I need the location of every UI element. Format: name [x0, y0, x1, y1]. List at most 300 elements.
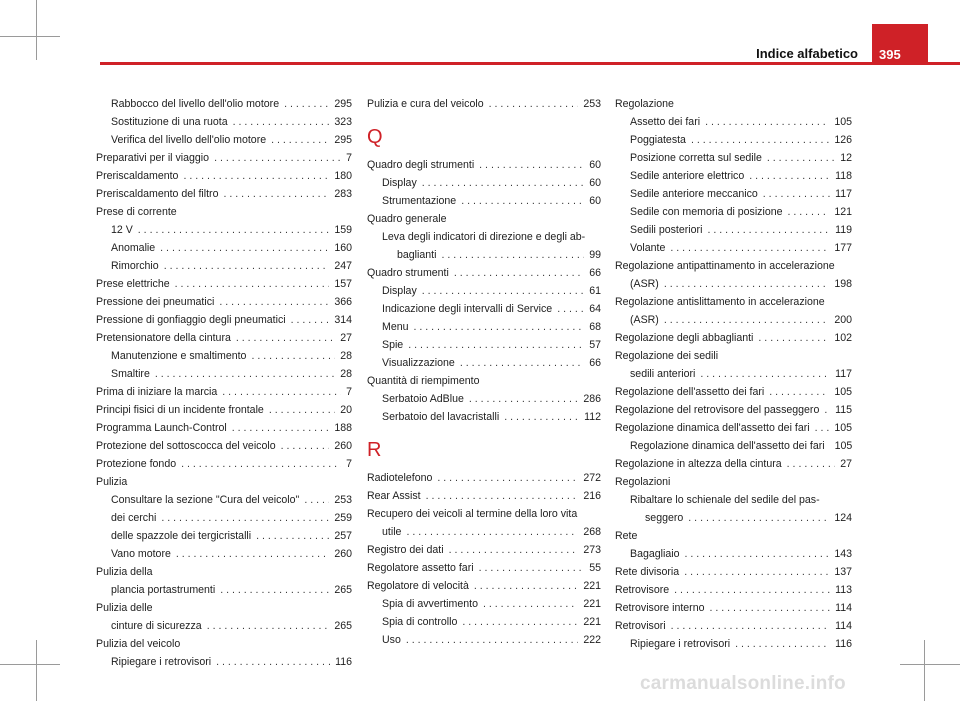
index-entry [615, 257, 852, 293]
crop-mark [36, 640, 37, 701]
entry-line [111, 545, 352, 563]
entry-line [111, 509, 352, 527]
index-entry [96, 635, 352, 653]
entry-label: dei cerchi [111, 512, 157, 524]
entry-line [615, 383, 852, 401]
entry-line [615, 419, 852, 437]
entry-page: 200 [834, 314, 852, 326]
index-subentry [367, 354, 601, 372]
entry-page: 180 [334, 170, 352, 182]
entry-label: Sedili posteriori [630, 224, 703, 236]
entry-label: Display [382, 177, 417, 189]
entry-line [615, 275, 852, 293]
leader-dots [284, 95, 329, 113]
entry-line [96, 275, 352, 293]
index-entry [615, 527, 852, 545]
entry-line [111, 221, 352, 239]
leader-dots [557, 300, 584, 318]
entry-line [615, 347, 852, 365]
page-number: 395 [872, 24, 928, 62]
entry-page: 105 [834, 440, 853, 452]
leader-dots [207, 617, 330, 635]
leader-dots [216, 653, 330, 671]
leader-dots [688, 509, 829, 527]
entry-page: 283 [334, 188, 352, 200]
entry-label: Regolazione antislittamento in accelerazione [615, 296, 825, 308]
index-entry [615, 473, 852, 491]
entry-label: Pressione di gonfiaggio degli pneumatici [96, 314, 286, 326]
entry-page: 253 [583, 98, 601, 110]
entry-label: Sedile anteriore elettrico [630, 170, 745, 182]
index-subentry [96, 131, 352, 149]
index-entry [96, 419, 352, 437]
entry-label: Display [382, 285, 417, 297]
entry-line [111, 131, 352, 149]
entry-label: Prese di corrente [96, 206, 177, 218]
entry-label: Regolazione degli abbaglianti [615, 332, 754, 344]
entry-line [111, 653, 352, 671]
entry-label: Quadro strumenti [367, 267, 449, 279]
index-entry [367, 577, 601, 595]
entry-label: Quadro degli strumenti [367, 159, 475, 171]
leader-dots [175, 275, 330, 293]
entry-page: 60 [589, 159, 601, 171]
entry-page: 159 [334, 224, 352, 236]
entry-line [96, 383, 352, 401]
index-subentry [615, 239, 852, 257]
entry-page: 253 [334, 494, 352, 506]
index-subentry [615, 437, 852, 455]
entry-page: 177 [834, 242, 852, 254]
entry-line [630, 149, 852, 167]
index-entry [367, 372, 601, 390]
index-subentry [367, 595, 601, 613]
section-letter: Q [367, 126, 383, 148]
entry-page: 272 [583, 472, 601, 484]
leader-dots [164, 257, 330, 275]
entry-label: Verifica del livello dell'olio motore [111, 134, 267, 146]
index-subentry [615, 113, 852, 131]
entry-page: 257 [334, 530, 352, 542]
entry-page: 121 [834, 206, 852, 218]
entry-line [382, 390, 601, 408]
entry-page: 137 [834, 566, 852, 578]
entry-line [96, 599, 352, 617]
entry-page: 105 [834, 386, 852, 398]
entry-label: Regolatore di velocità [367, 580, 469, 592]
index-entry [615, 293, 852, 329]
entry-label: Protezione del sottoscocca del veicolo [96, 440, 276, 452]
entry-label: Rabbocco del livello dell'olio motore [111, 98, 280, 110]
entry-line [96, 149, 352, 167]
index-entry [367, 95, 601, 113]
entry-label: Menu [382, 321, 409, 333]
entry-line [382, 174, 601, 192]
entry-line [382, 613, 601, 631]
leader-dots [271, 131, 329, 149]
entry-line [615, 473, 852, 491]
leader-dots [504, 408, 579, 426]
index-subentry [367, 390, 601, 408]
index-entry [96, 167, 352, 185]
entry-line [111, 95, 352, 113]
index-subentry [367, 408, 601, 426]
entry-page: 221 [583, 616, 601, 628]
entry-label: Posizione corretta sul sedile [630, 152, 762, 164]
leader-dots [758, 329, 829, 347]
leader-dots [461, 192, 584, 210]
leader-dots [160, 239, 329, 257]
index-subentry [96, 617, 352, 635]
entry-page: 114 [835, 602, 852, 614]
entry-page: 7 [346, 386, 352, 398]
entry-page: 118 [835, 170, 852, 182]
entry-page: 116 [335, 656, 352, 668]
entry-line [630, 545, 852, 563]
entry-label: Regolazione del retrovisore del passeggero [615, 404, 820, 416]
entry-label: Quadro generale [367, 213, 447, 225]
leader-dots [256, 527, 329, 545]
entry-line [96, 437, 352, 455]
entry-label: Regolazione [615, 98, 674, 110]
entry-label: Sedile con memoria di posizione [630, 206, 783, 218]
leader-dots [824, 401, 830, 419]
entry-page: 216 [583, 490, 601, 502]
entry-page: 295 [334, 134, 352, 146]
leader-dots [462, 613, 578, 631]
entry-label: Pulizia delle [96, 602, 153, 614]
entry-label: Recupero dei veicoli al termine della loro vita [367, 508, 578, 520]
entry-label: Prima di iniziare la marcia [96, 386, 218, 398]
leader-dots [183, 167, 329, 185]
entry-line [96, 203, 352, 221]
leader-dots [406, 523, 578, 541]
index-entry [615, 383, 852, 401]
entry-label: Pulizia della [96, 566, 153, 578]
crop-mark [0, 664, 60, 665]
leader-dots [664, 275, 829, 293]
entry-line [111, 257, 352, 275]
leader-dots [474, 577, 578, 595]
entry-page: 286 [583, 393, 601, 405]
index-entry [96, 149, 352, 167]
index-entry [96, 383, 352, 401]
entry-line [96, 185, 352, 203]
entry-label: Protezione fondo [96, 458, 177, 470]
index-entry [96, 437, 352, 455]
entry-page: 265 [334, 620, 352, 632]
leader-dots [449, 541, 579, 559]
index-entry [96, 311, 352, 329]
index-entry [367, 541, 601, 559]
entry-line [630, 239, 852, 257]
entry-line [367, 523, 601, 541]
leader-dots [138, 221, 330, 239]
leader-dots [176, 545, 329, 563]
entry-page: 102 [834, 332, 852, 344]
entry-page: 198 [834, 278, 852, 290]
entry-label: Serbatoio del lavacristalli [382, 411, 500, 423]
index-subentry [96, 257, 352, 275]
entry-page: 66 [589, 267, 601, 279]
entry-line [367, 559, 601, 577]
entry-label: Pretensionatore della cintura [96, 332, 231, 344]
entry-label: Sostituzione di una ruota [111, 116, 228, 128]
entry-line [615, 329, 852, 347]
index-subentry [96, 239, 352, 257]
index-entry [615, 599, 852, 617]
entry-line [615, 563, 852, 581]
leader-dots [161, 509, 329, 527]
index-subentry [96, 221, 352, 239]
entry-page: 113 [835, 584, 852, 596]
entry-page: 323 [334, 116, 352, 128]
entry-line [630, 113, 852, 131]
index-subentry [96, 545, 352, 563]
entry-label: Rete divisoria [615, 566, 680, 578]
entry-page: 273 [583, 544, 601, 556]
index-entry [615, 455, 852, 473]
leader-dots [223, 185, 329, 203]
entry-label: Spia di controllo [382, 616, 458, 628]
entry-line [367, 577, 601, 595]
leader-dots [769, 383, 829, 401]
entry-line [96, 635, 352, 653]
index-subentry [96, 365, 352, 383]
entry-label: Regolazioni [615, 476, 671, 488]
index-entry [367, 487, 601, 505]
entry-page: 7 [346, 458, 352, 470]
leader-dots [700, 365, 830, 383]
index-entry [96, 185, 352, 203]
entry-page: 314 [334, 314, 352, 326]
entry-label: Rear Assist [367, 490, 421, 502]
index-entry [96, 329, 352, 347]
entry-page: 114 [835, 620, 852, 632]
index-subentry [96, 113, 352, 131]
entry-page: 28 [340, 368, 352, 380]
index-entry [367, 505, 601, 541]
entry-line [96, 419, 352, 437]
index-column-2 [367, 95, 601, 649]
index-subentry [367, 300, 601, 318]
entry-label: sedili anteriori [630, 368, 696, 380]
entry-label: Retrovisore interno [615, 602, 705, 614]
entry-label: Regolazione dell'assetto dei fari [615, 386, 765, 398]
entry-line [96, 455, 352, 473]
entry-label: Prese elettriche [96, 278, 170, 290]
leader-dots [684, 545, 829, 563]
entry-page: 66 [589, 357, 601, 369]
leader-dots [422, 174, 584, 192]
entry-label: Indicazione degli intervalli di Service [382, 303, 553, 315]
index-subentry [367, 282, 601, 300]
entry-line [630, 509, 852, 527]
entry-line [367, 264, 601, 282]
entry-page: 119 [835, 224, 852, 236]
index-entry [96, 401, 352, 419]
entry-label: delle spazzole dei tergicristalli [111, 530, 252, 542]
entry-page: 117 [835, 188, 852, 200]
leader-dots [155, 365, 335, 383]
entry-label: Smaltire [111, 368, 150, 380]
index-entry [615, 329, 852, 347]
entry-page: 221 [583, 598, 601, 610]
leader-dots [281, 437, 330, 455]
index-entry [367, 559, 601, 577]
leader-dots [214, 149, 341, 167]
index-subentry [615, 185, 852, 203]
entry-line [96, 167, 352, 185]
index-subentry [96, 527, 352, 545]
entry-page: 27 [840, 458, 852, 470]
leader-dots [787, 455, 836, 473]
header-rule [100, 62, 960, 65]
index-subentry [615, 167, 852, 185]
index-entry [96, 473, 352, 491]
leader-dots [437, 469, 578, 487]
watermark: carmanualsonline.info [640, 673, 846, 694]
index-entry [367, 469, 601, 487]
entry-page: 105 [834, 422, 852, 434]
entry-label-cont: utile [382, 526, 402, 538]
index-subentry [367, 613, 601, 631]
entry-label: Retrovisore [615, 584, 670, 596]
entry-line [367, 487, 601, 505]
entry-label: Pulizia del veicolo [96, 638, 181, 650]
entry-line [382, 300, 601, 318]
entry-page: 55 [589, 562, 601, 574]
leader-dots [671, 617, 830, 635]
entry-page: 20 [340, 404, 352, 416]
entry-line [111, 491, 352, 509]
entry-label: Poggiatesta [630, 134, 686, 146]
entry-label: Sedile anteriore meccanico [630, 188, 758, 200]
entry-line [111, 113, 352, 131]
entry-label: cinture di sicurezza [111, 620, 202, 632]
leader-dots [684, 563, 829, 581]
entry-page: 57 [589, 339, 601, 351]
entry-label: Visualizzazione [382, 357, 455, 369]
entry-label: Vano motore [111, 548, 171, 560]
entry-label: Ripiegare i retrovisori [630, 638, 731, 650]
index-subentry [367, 192, 601, 210]
entry-label: Strumentazione [382, 195, 457, 207]
leader-dots [489, 95, 579, 113]
entry-label-cont: baglianti [397, 249, 437, 261]
index-entry [615, 581, 852, 599]
entry-page: 61 [589, 285, 601, 297]
entry-line [96, 329, 352, 347]
leader-dots [763, 185, 830, 203]
index-subentry [615, 221, 852, 239]
entry-page: 265 [334, 584, 352, 596]
entry-line [630, 203, 852, 221]
index-subentry [367, 631, 601, 649]
leader-dots [479, 559, 585, 577]
entry-page: 7 [346, 152, 352, 164]
entry-line [111, 527, 352, 545]
leader-dots [232, 419, 330, 437]
entry-page: 27 [340, 332, 352, 344]
index-entry [96, 275, 352, 293]
entry-label: Volante [630, 242, 666, 254]
entry-label: Spie [382, 339, 404, 351]
leader-dots [788, 203, 830, 221]
index-subentry [367, 228, 601, 264]
entry-line [615, 527, 852, 545]
index-entry [615, 95, 852, 113]
leader-dots [460, 354, 584, 372]
entry-page: 112 [584, 411, 601, 423]
index-subentry [96, 581, 352, 599]
entry-label: Manutenzione e smaltimento [111, 350, 247, 362]
entry-line [96, 293, 352, 311]
leader-dots [664, 311, 829, 329]
leader-dots [710, 599, 831, 617]
index-subentry [96, 491, 352, 509]
entry-label: Regolazione dei sedili [615, 350, 719, 362]
index-subentry [615, 491, 852, 527]
index-entry [367, 264, 601, 282]
leader-dots [304, 491, 329, 509]
entry-label: Quantità di riempimento [367, 375, 480, 387]
entry-label: Ribaltare lo schienale del sedile del pas- [630, 494, 820, 506]
leader-dots [422, 282, 584, 300]
entry-line [630, 437, 852, 455]
entry-page: 247 [334, 260, 352, 272]
entry-page: 68 [589, 321, 601, 333]
entry-label: Assetto dei fari [630, 116, 701, 128]
index-subentry [96, 95, 352, 113]
entry-label: Bagagliaio [630, 548, 680, 560]
leader-dots [291, 311, 330, 329]
index-entry [615, 419, 852, 437]
leader-dots [236, 329, 335, 347]
entry-line [630, 635, 852, 653]
entry-label: Uso [382, 634, 401, 646]
entry-line [111, 239, 352, 257]
leader-dots [749, 167, 830, 185]
leader-dots [705, 113, 829, 131]
crop-mark [900, 664, 960, 665]
entry-label-cont: (ASR) [630, 278, 659, 290]
entry-line [382, 336, 601, 354]
entry-line [367, 541, 601, 559]
index-subentry [615, 365, 852, 383]
index-subentry [615, 131, 852, 149]
entry-label: Pulizia e cura del veicolo [367, 98, 484, 110]
index-entry [615, 563, 852, 581]
leader-dots [767, 149, 835, 167]
entry-label: Ripiegare i retrovisori [111, 656, 212, 668]
entry-page: 160 [334, 242, 352, 254]
entry-label: Rimorchio [111, 260, 159, 272]
entry-line [367, 156, 601, 174]
entry-label: Regolazione dinamica dell'assetto dei fari [630, 440, 825, 452]
entry-label: Retrovisori [615, 620, 666, 632]
leader-dots [408, 336, 584, 354]
entry-label: Spia di avvertimento [382, 598, 478, 610]
index-entry [367, 156, 601, 174]
entry-page: 157 [334, 278, 352, 290]
leader-dots [454, 264, 584, 282]
leader-dots [251, 347, 335, 365]
entry-page: 188 [334, 422, 352, 434]
entry-page: 60 [589, 195, 601, 207]
entry-line [615, 617, 852, 635]
entry-line [630, 365, 852, 383]
